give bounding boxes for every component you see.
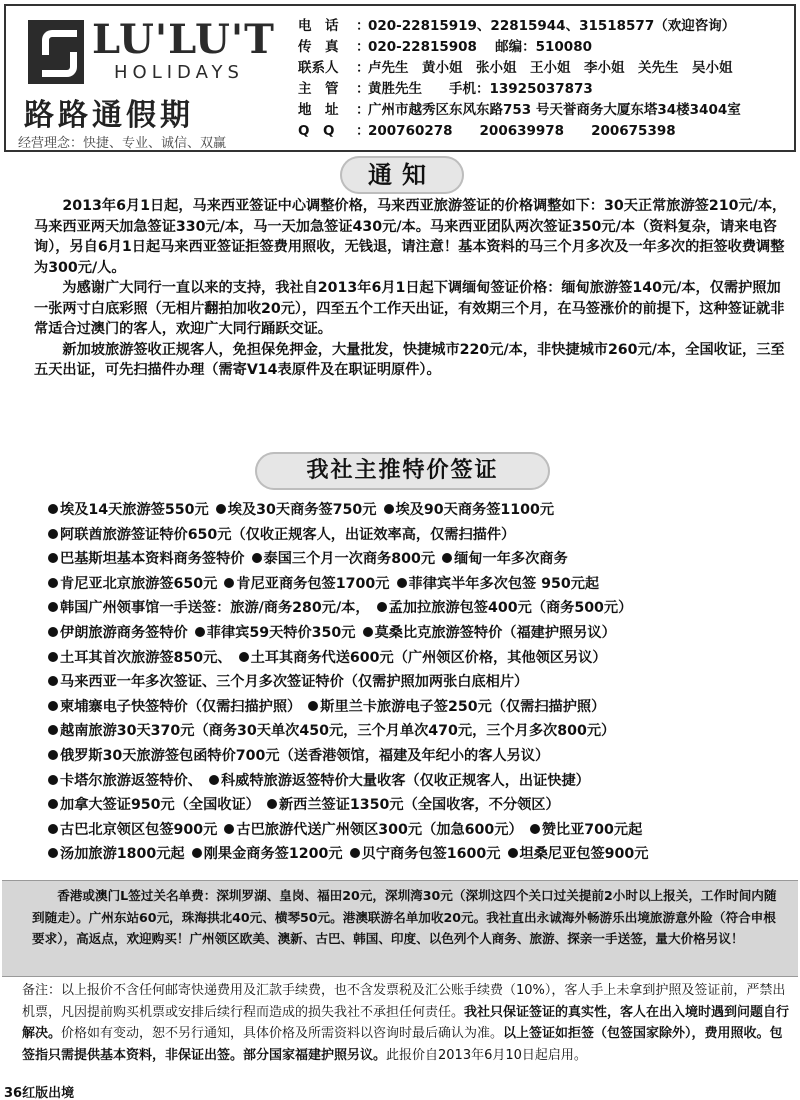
promo-row [48, 670, 796, 695]
promo-row [48, 818, 796, 843]
promo-item: 汤加旅游1800元起 [60, 846, 185, 863]
bullet-icon [48, 750, 58, 760]
page-footer: 36红版出境 [4, 1086, 75, 1100]
promo-item: 巴基斯坦基本资料商务签特价 [60, 551, 245, 568]
remarks-bold: 以上签证如拒签（包签国家除外），费用照收。包签指只需提供基本资料，非保证出签。部分国家福建护照另议。 [22, 1026, 783, 1063]
promo-item: 古巴北京领区包签900元 [60, 821, 218, 838]
promo-item: 肯尼亚北京旅游签650元 [60, 575, 218, 592]
logo-brand-cn: 路路通假期 [24, 98, 194, 133]
logo-brand-en: LU'LU'T [92, 16, 275, 63]
bullet-icon [384, 504, 394, 514]
bullet-icon [48, 652, 58, 662]
bullet-icon [48, 775, 58, 785]
bullet-icon [48, 602, 58, 612]
promo-item: 缅甸一年多次商务 [454, 551, 568, 568]
bullet-icon [195, 627, 205, 637]
bullet-icon [48, 529, 58, 539]
contact-row: 联系人 ： 卢先生 黄小姐 张小姐 王小姐 李小姐 关先生 吴小姐 [298, 58, 793, 79]
bullet-icon [192, 848, 202, 858]
promo-row [48, 719, 796, 744]
promo-item: 柬埔寨电子快签特价（仅需扫描护照） [60, 698, 302, 715]
bullet-icon [48, 553, 58, 563]
remarks-text: 价格如有变动，恕不另行通知，具体价格及所需资料以咨询时最后确认为准。 [61, 1026, 504, 1042]
contact-row: 地 址 ： 广州市越秀区东风东路753 号天誉商务大厦东塔34楼3404室 [298, 100, 793, 121]
hk-macau-notice [2, 880, 798, 977]
header [4, 4, 796, 152]
contact-row: 传 真 ： 020-22815908 邮编：510080 [298, 37, 793, 58]
promo-item: 菲律宾59天特价350元 [206, 624, 356, 641]
contact-label: 电 话 [298, 18, 339, 34]
promo-item: 卡塔尔旅游返签特价、 [60, 772, 202, 789]
promo-item: 菲律宾半年多次包签 950元起 [408, 575, 600, 592]
contact-label: 传 真 [298, 39, 339, 55]
promo-item: 莫桑比克旅游签特价（福建护照另议） [374, 624, 616, 641]
promo-row [48, 769, 796, 794]
address-value: 广州市越秀区东风东路753 号天誉商务大厦东塔34楼3404室 [368, 102, 741, 118]
bullet-icon [350, 848, 360, 858]
contact-info [298, 16, 793, 142]
contact-label: 主 管 [298, 81, 339, 97]
remarks-text: 备注：以上报价不含任何邮寄快递费用及汇款手续费，也不含发票税及汇公账手续费（10%），客人手上未拿到护照及签证前，严禁出机票，凡因提前购买机票或安排后续行程而造成的损失我社不承担任何责任。 [22, 983, 786, 1020]
logo-brand-sub: HOLIDAYS [114, 62, 244, 83]
promo-item: 越南旅游30天370元（商务30天单次450元，三个月单次470元，三个月多次800元） [60, 723, 616, 740]
promo-row [48, 547, 796, 572]
bullet-icon [48, 578, 58, 588]
promo-row [48, 572, 796, 597]
bullet-icon [48, 676, 58, 686]
promo-list [48, 498, 796, 867]
bullet-icon [48, 848, 58, 858]
promo-item: 科威特旅游返签特价大量收客（仅收正规客人，出证快捷） [220, 772, 590, 789]
promo-item: 俄罗斯30天旅游签包函特价700元（送香港领馆，福建及年纪小的客人另议） [60, 747, 550, 764]
promo-row [48, 596, 796, 621]
bullet-icon [48, 824, 58, 834]
bullet-icon [224, 824, 234, 834]
promo-row [48, 646, 796, 671]
bullet-icon [252, 553, 262, 563]
bullet-icon [239, 652, 249, 662]
bullet-icon [48, 504, 58, 514]
bullet-icon [530, 824, 540, 834]
bullet-icon [48, 725, 58, 735]
bullet-icon [377, 602, 387, 612]
notice-paragraph: 新加坡旅游签收正规客人，免担保免押金，大量批发，快捷城市220元/本，非快捷城市260元/本，全国收证，三至五天出证，可先扫描件办理（需寄V14表原件及在职证明原件）。 [34, 341, 785, 378]
remarks-bold: 我社只保证签证的真实性，客人在出入境时遇到问题自行解决。 [22, 1004, 790, 1042]
promo-item: 埃及14天旅游签550元 [60, 502, 209, 518]
motto: 经营理念：快捷、专业、诚信、双赢 [18, 136, 227, 151]
promo-item: 刚果金商务签1200元 [203, 846, 343, 863]
promo-item: 伊朗旅游商务签特价 [60, 624, 188, 641]
remarks [22, 980, 794, 1066]
contact-label: 联系人 [298, 60, 339, 76]
bullet-icon [442, 553, 452, 563]
bullet-icon [267, 799, 277, 809]
promo-item: 古巴旅游代送广州领区300元（加急600元） [236, 821, 523, 838]
contact-row: Q Q ： 200760278 200639978 200675398 [298, 121, 793, 142]
promo-item: 马来西亚一年多次签证、三个月多次签证特价（仅需护照加两张白底相片） [60, 674, 529, 691]
phone-value: 020-22815919、22815944、31518577（欢迎咨询） [368, 18, 736, 34]
promo-item: 韩国广州领事馆一手送签：旅游/商务280元/本， [60, 600, 370, 617]
contact-label: Q Q [298, 123, 335, 139]
promo-item: 斯里兰卡旅游电子签250元（仅需扫描护照） [320, 698, 606, 715]
bullet-icon [48, 701, 58, 711]
bullet-icon [224, 578, 234, 588]
contact-row: 主 管 ： 黄胜先生 手机：13925037873 [298, 79, 793, 100]
promo-item: 土耳其商务代送600元（广州领区价格，其他领区另议） [250, 649, 607, 666]
contact-label: 地 址 [298, 102, 339, 118]
bullet-icon [397, 578, 407, 588]
promo-row [48, 842, 796, 867]
hk-macau-text: 香港或澳门L签过关名单费：深圳罗湖、皇岗、福田20元，深圳湾30元（深圳这四个关口过关提前2小时以上报关，工作时间内随到随走）。广州东站60元，珠海拱北40元、横琴50元。港澳联游名单加收20元。我社直出永诚海外畅游乐出境旅游意外险（符合申根要求），高返点，欢迎购买！广州领区欧美、澳新、古巴、韩国、印度、以色列个人商务、旅游、探亲一手送签，量大价格另议！ [32, 888, 777, 946]
bullet-icon [308, 701, 318, 711]
promo-row [48, 621, 796, 646]
bullet-icon [216, 504, 226, 514]
contact-person-value: 卢先生 黄小姐 张小姐 王小姐 李小姐 关先生 吴小姐 [368, 60, 733, 76]
promo-item: 阿联酋旅游签证特价650元（仅收正规客人，出证效率高，仅需扫描件） [60, 526, 516, 543]
promo-row [48, 744, 796, 769]
promo-item: 孟加拉旅游包签400元（商务500元） [388, 600, 633, 617]
promo-item: 坦桑尼亚包签900元 [519, 846, 649, 863]
promo-item: 土耳其首次旅游签850元、 [60, 649, 232, 666]
promo-item: 肯尼亚商务包签1700元 [236, 575, 390, 592]
promo-row [48, 793, 796, 818]
bullet-icon [48, 799, 58, 809]
fax-value: 020-22815908 邮编：510080 [368, 39, 592, 55]
qq-value: 200760278 200639978 200675398 [368, 123, 676, 139]
contact-row: 电 话 ： 020-22815919、22815944、31518577（欢迎咨询） [298, 16, 793, 37]
promo-item: 贝宁商务包签1600元 [361, 846, 501, 863]
bullet-icon [363, 627, 373, 637]
notice-paragraph: 为感谢广大同行一直以来的支持，我社自2013年6月1日起下调缅甸签证价格：缅甸旅游签140元/本，仅需护照加一张两寸白底彩照（无相片翻拍加收20元），四至五个工作天出证，有效期三个月，在马签涨价的前提下，这种签证就非常适合过澳门的客人，欢迎广大同行踊跃交证。 [34, 280, 785, 337]
logo [18, 14, 280, 151]
remarks-text: 此报价自2013年6月10日起启用。 [386, 1047, 587, 1063]
promo-item: 新西兰签证1350元（全国收客，不分领区） [278, 797, 560, 814]
promo-row [48, 498, 796, 523]
notice-body [34, 196, 794, 381]
promo-item: 埃及30天商务签750元 [227, 502, 377, 518]
promo-item: 加拿大签证950元（全国收证） [60, 797, 260, 814]
promo-row [48, 695, 796, 720]
notice-paragraph: 2013年6月1日起，马来西亚签证中心调整价格，马来西亚旅游签证的价格调整如下：30天正常旅游签210元/本，马来西亚两天加急签证330元/本，马一天加急签证430元/本。马来西亚团队两次签证350元/本（资料复杂，请来电咨询），另自6月1日起马来西亚签证拒签费用照收，无钱退，请注意！基本资料的马三个月多次及一年多次的拒签收费调整为300元/人。 [34, 198, 787, 276]
bullet-icon [48, 627, 58, 637]
notice-title: 通知 [340, 156, 464, 194]
promo-item: 赞比亚700元起 [541, 821, 643, 838]
promo-item: 埃及90天商务签1100元 [395, 502, 555, 518]
promo-row [48, 523, 796, 548]
promo-item: 泰国三个月一次商务800元 [263, 551, 436, 568]
manager-value: 黄胜先生 手机：13925037873 [368, 81, 593, 97]
bullet-icon [209, 775, 219, 785]
bullet-icon [508, 848, 518, 858]
promo-title: 我社主推特价签证 [255, 452, 550, 490]
logo-mark-icon [28, 20, 84, 84]
